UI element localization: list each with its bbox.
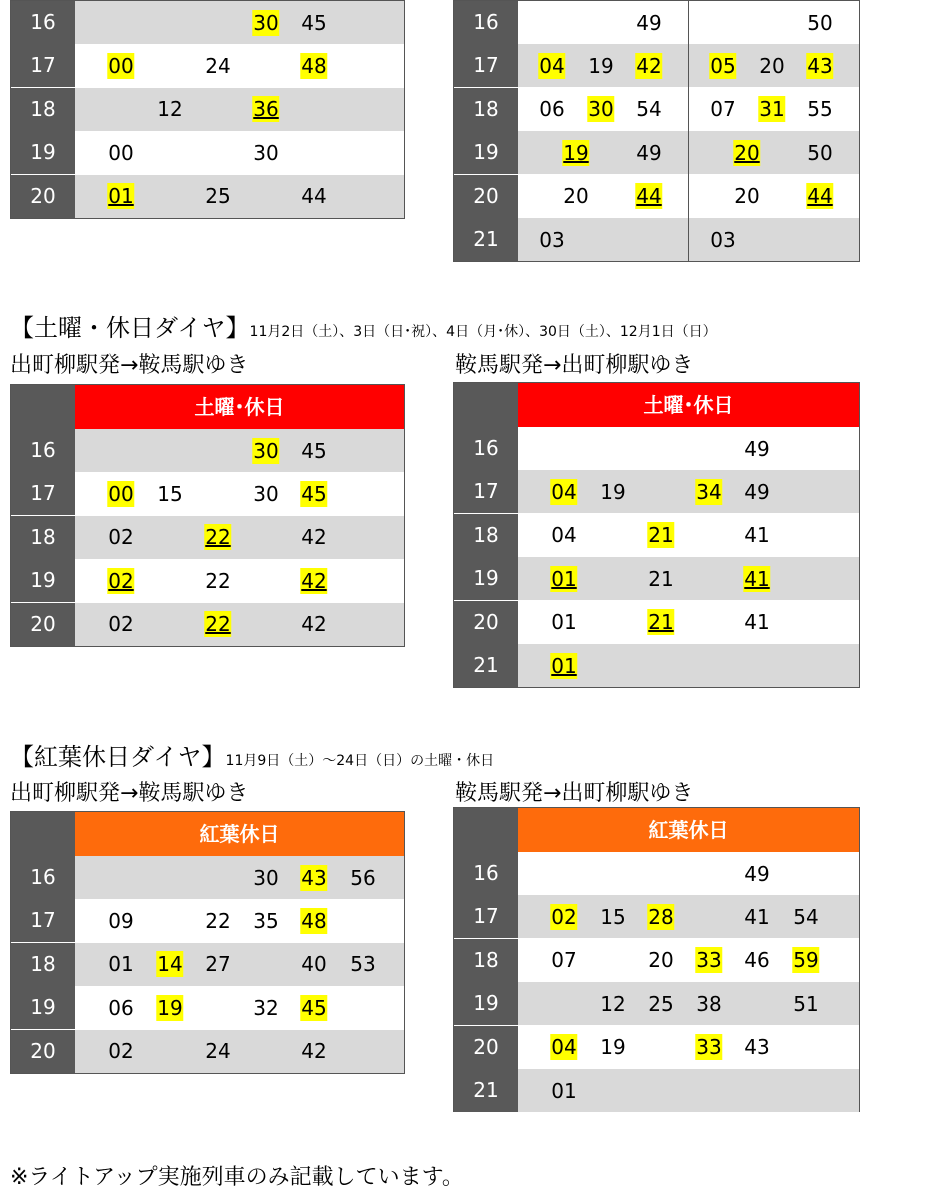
- minute-cells: [518, 644, 859, 687]
- hour-label: 18: [454, 88, 518, 131]
- minute-cells: [518, 852, 859, 895]
- table-row: [454, 218, 859, 261]
- autumn-dates: 11月9日（土）～24日（日）の土曜・休日: [225, 753, 495, 769]
- minute-value: 07: [551, 948, 577, 973]
- minute-value: 44: [301, 184, 327, 209]
- hour-label: 16: [11, 856, 75, 899]
- table-row: [454, 88, 859, 131]
- minute-cells: [518, 982, 859, 1025]
- minute-value: 01: [108, 184, 134, 209]
- hour-label: 20: [454, 175, 518, 218]
- minute-value: 42: [636, 53, 662, 78]
- minute-value: 21: [648, 610, 674, 635]
- hour-label: 19: [454, 557, 518, 600]
- minute-value: 20: [648, 948, 674, 973]
- table-row: [454, 644, 859, 687]
- hour-label: 17: [454, 470, 518, 513]
- hour-label: 17: [454, 895, 518, 938]
- minute-value: 01: [551, 653, 577, 678]
- table-row: [11, 559, 404, 602]
- hour-label: 18: [11, 516, 75, 559]
- hour-label: 20: [11, 603, 75, 646]
- minute-value: 01: [551, 1078, 577, 1103]
- minute-value: 49: [744, 436, 770, 461]
- autumn-left-subtitle: 出町柳駅発→鞍馬駅ゆき: [10, 781, 249, 806]
- weekday-table-left: [10, 0, 405, 219]
- minute-value: 04: [551, 1035, 577, 1060]
- minute-value: 30: [588, 97, 614, 122]
- minute-value: 05: [710, 53, 736, 78]
- hour-label: 16: [454, 1, 518, 44]
- minute-value: 22: [205, 908, 231, 933]
- table-row: [454, 1069, 859, 1112]
- table-header-label: 紅葉休日: [75, 812, 404, 856]
- minute-value: 01: [551, 566, 577, 591]
- table-row: [454, 601, 859, 644]
- minute-value: 19: [600, 1035, 626, 1060]
- minute-value: 21: [648, 566, 674, 591]
- autumn-section-title: 【紅葉休日ダイヤ】11月9日（土）～24日（日）の土曜・休日: [10, 743, 495, 771]
- minute-value: 02: [108, 1039, 134, 1064]
- subcolumn-a: [518, 88, 688, 131]
- minute-value: 30: [253, 10, 279, 35]
- minute-cells: [75, 175, 404, 218]
- minute-value: 04: [551, 523, 577, 548]
- table-row: [454, 557, 859, 600]
- minute-value: 06: [108, 995, 134, 1020]
- minute-value: 01: [551, 610, 577, 635]
- subcolumn-a: [518, 1, 688, 44]
- minute-value: 00: [108, 140, 134, 165]
- minute-value: 41: [744, 566, 770, 591]
- saturday-table-right: [453, 382, 860, 688]
- table-header-label: 土曜･休日: [518, 383, 859, 427]
- minute-value: 32: [253, 995, 279, 1020]
- minute-cells: [75, 603, 404, 646]
- minute-value: 02: [108, 568, 134, 593]
- hour-label: 16: [454, 852, 518, 895]
- minute-cells: [518, 557, 859, 600]
- minute-value: 09: [108, 908, 134, 933]
- table-row: [11, 175, 404, 218]
- hour-label: 16: [11, 429, 75, 472]
- autumn-table-left: [10, 811, 405, 1074]
- minute-value: 49: [744, 479, 770, 504]
- hour-label: 17: [11, 472, 75, 515]
- hour-label: 20: [11, 1030, 75, 1073]
- hour-label: 19: [11, 986, 75, 1029]
- minute-value: 30: [253, 481, 279, 506]
- subcolumn-b: [689, 175, 859, 218]
- minute-cells: [75, 856, 404, 899]
- minute-value: 42: [301, 568, 327, 593]
- hour-label: 21: [454, 644, 518, 687]
- minute-value: 48: [301, 908, 327, 933]
- header-corner: [454, 808, 518, 852]
- table-row: [454, 470, 859, 513]
- minute-value: 07: [710, 97, 736, 122]
- minute-cells: [518, 895, 859, 938]
- subcolumn-b: [689, 131, 859, 174]
- minute-value: 53: [350, 952, 376, 977]
- hour-label: 20: [11, 175, 75, 218]
- minute-value: 24: [205, 53, 231, 78]
- minute-cells: [518, 427, 859, 470]
- minute-value: 42: [301, 612, 327, 637]
- minute-value: 01: [108, 952, 134, 977]
- minute-cells: [518, 601, 859, 644]
- table-row: [11, 131, 404, 174]
- minute-value: 33: [696, 1035, 722, 1060]
- weekday-table-right: [453, 0, 860, 262]
- minute-value: 27: [205, 952, 231, 977]
- hour-label: 21: [454, 218, 518, 261]
- minute-cells: [75, 1030, 404, 1073]
- hour-label: 21: [454, 1069, 518, 1112]
- hour-label: 19: [11, 559, 75, 602]
- minute-value: 21: [648, 523, 674, 548]
- minute-value: 02: [108, 612, 134, 637]
- minute-cells: [518, 1069, 859, 1112]
- minute-value: 54: [793, 904, 819, 929]
- minute-value: 34: [696, 479, 722, 504]
- table-row: [11, 603, 404, 646]
- hour-label: 20: [454, 1026, 518, 1069]
- table-row: [454, 44, 859, 87]
- minute-value: 51: [793, 991, 819, 1016]
- autumn-table-right: [453, 807, 860, 1112]
- subcolumn-a: [518, 218, 688, 261]
- minute-value: 20: [563, 184, 589, 209]
- minute-value: 20: [759, 53, 785, 78]
- table-row: [11, 856, 404, 899]
- minute-value: 55: [807, 97, 833, 122]
- minute-value: 38: [696, 991, 722, 1016]
- minute-value: 42: [301, 1039, 327, 1064]
- minute-value: 04: [551, 479, 577, 504]
- table-row: [454, 514, 859, 557]
- minute-value: 48: [301, 53, 327, 78]
- minute-cells: [75, 559, 404, 602]
- subcolumn-b: [689, 88, 859, 131]
- hour-label: 17: [11, 44, 75, 87]
- minute-value: 02: [108, 525, 134, 550]
- minute-cells: [75, 899, 404, 942]
- hour-label: 16: [454, 427, 518, 470]
- minute-cells: [75, 429, 404, 472]
- minute-cells: [518, 514, 859, 557]
- table-header-label: 土曜･休日: [75, 385, 404, 429]
- hour-label: 18: [454, 514, 518, 557]
- minute-value: 49: [744, 861, 770, 886]
- minute-value: 06: [539, 97, 565, 122]
- minute-value: 15: [157, 481, 183, 506]
- minute-value: 50: [807, 10, 833, 35]
- minute-value: 25: [205, 184, 231, 209]
- subcolumn-a: [518, 131, 688, 174]
- subcolumn-b: [689, 1, 859, 44]
- minute-value: 43: [744, 1035, 770, 1060]
- minute-value: 41: [744, 523, 770, 548]
- minute-value: 03: [710, 227, 736, 252]
- minute-value: 00: [108, 53, 134, 78]
- minute-value: 44: [636, 184, 662, 209]
- saturday-table-left: [10, 384, 405, 647]
- table-header-label: 紅葉休日: [518, 808, 859, 852]
- table-row: [454, 131, 859, 174]
- minute-value: 35: [253, 908, 279, 933]
- minute-cells: [75, 88, 404, 131]
- header-corner: [11, 812, 75, 856]
- minute-cells: [75, 986, 404, 1029]
- table-row: [11, 88, 404, 131]
- table-row: [454, 1026, 859, 1069]
- table-row: [454, 427, 859, 470]
- minute-value: 30: [253, 865, 279, 890]
- table-row: [11, 1, 404, 44]
- minute-value: 36: [253, 97, 279, 122]
- minute-value: 19: [588, 53, 614, 78]
- column-divider: [688, 1, 689, 261]
- minute-value: 31: [759, 97, 785, 122]
- header-corner: [454, 383, 518, 427]
- minute-value: 42: [301, 525, 327, 550]
- minute-value: 45: [301, 438, 327, 463]
- saturday-left-subtitle: 出町柳駅発→鞍馬駅ゆき: [10, 353, 249, 378]
- hour-label: 17: [454, 44, 518, 87]
- minute-value: 14: [157, 952, 183, 977]
- hour-label: 17: [11, 899, 75, 942]
- minute-value: 40: [301, 952, 327, 977]
- minute-value: 43: [807, 53, 833, 78]
- table-row: [11, 516, 404, 559]
- minute-value: 03: [539, 227, 565, 252]
- table-row: [11, 943, 404, 986]
- table-row: [454, 939, 859, 982]
- hour-label: 18: [11, 88, 75, 131]
- minute-value: 04: [539, 53, 565, 78]
- minute-cells: [75, 472, 404, 515]
- hour-label: 19: [454, 982, 518, 1025]
- minute-value: 25: [648, 991, 674, 1016]
- minute-value: 15: [600, 904, 626, 929]
- hour-label: 18: [11, 943, 75, 986]
- minute-value: 24: [205, 1039, 231, 1064]
- table-row: [454, 982, 859, 1025]
- minute-value: 45: [301, 481, 327, 506]
- table-row: [11, 986, 404, 1029]
- minute-value: 49: [636, 140, 662, 165]
- minute-value: 44: [807, 184, 833, 209]
- autumn-right-subtitle: 鞍馬駅発→出町柳駅ゆき: [455, 781, 694, 806]
- saturday-right-subtitle: 鞍馬駅発→出町柳駅ゆき: [455, 353, 694, 378]
- minute-value: 43: [301, 865, 327, 890]
- minute-cells: [518, 939, 859, 982]
- table-row: [454, 175, 859, 218]
- minute-value: 12: [600, 991, 626, 1016]
- minute-value: 20: [734, 184, 760, 209]
- table-row: [11, 44, 404, 87]
- header-corner: [11, 385, 75, 429]
- minute-value: 22: [205, 568, 231, 593]
- minute-value: 50: [807, 140, 833, 165]
- table-row: [11, 899, 404, 942]
- minute-value: 59: [793, 948, 819, 973]
- minute-value: 41: [744, 904, 770, 929]
- table-row: [11, 429, 404, 472]
- subcolumn-b: [689, 218, 859, 261]
- minute-cells: [75, 516, 404, 559]
- subcolumn-a: [518, 44, 688, 87]
- minute-cells: [518, 470, 859, 513]
- minute-value: 19: [157, 995, 183, 1020]
- minute-value: 28: [648, 904, 674, 929]
- minute-value: 20: [734, 140, 760, 165]
- minute-value: 45: [301, 10, 327, 35]
- minute-value: 49: [636, 10, 662, 35]
- minute-value: 45: [301, 995, 327, 1020]
- minute-value: 56: [350, 865, 376, 890]
- minute-value: 19: [563, 140, 589, 165]
- minute-value: 00: [108, 481, 134, 506]
- hour-label: 16: [11, 1, 75, 44]
- minute-value: 30: [253, 438, 279, 463]
- minute-value: 41: [744, 610, 770, 635]
- table-row: [11, 472, 404, 515]
- minute-cells: [75, 44, 404, 87]
- minute-value: 33: [696, 948, 722, 973]
- saturday-section-title: 【土曜・休日ダイヤ】11月2日（土）、3日（日･祝）、4日（月･休）、30日（土）、12月1日（日）: [10, 314, 717, 342]
- subcolumn-b: [689, 44, 859, 87]
- minute-value: 22: [205, 525, 231, 550]
- minute-cells: [75, 131, 404, 174]
- table-row: [11, 1030, 404, 1073]
- minute-value: 12: [157, 97, 183, 122]
- minute-value: 30: [253, 140, 279, 165]
- minute-value: 02: [551, 904, 577, 929]
- hour-label: 20: [454, 601, 518, 644]
- hour-label: 19: [454, 131, 518, 174]
- hour-label: 19: [11, 131, 75, 174]
- hour-label: 18: [454, 939, 518, 982]
- subcolumn-a: [518, 175, 688, 218]
- minute-cells: [75, 1, 404, 44]
- table-row: [454, 895, 859, 938]
- minute-value: 46: [744, 948, 770, 973]
- table-row: [454, 852, 859, 895]
- table-row: [454, 1, 859, 44]
- footer-note: ※ライトアップ実施列車のみ記載しています。: [10, 1165, 464, 1190]
- minute-value: 54: [636, 97, 662, 122]
- minute-cells: [75, 943, 404, 986]
- saturday-dates: 11月2日（土）、3日（日･祝）、4日（月･休）、30日（土）、12月1日（日）: [249, 324, 717, 340]
- minute-value: 22: [205, 612, 231, 637]
- minute-value: 19: [600, 479, 626, 504]
- minute-cells: [518, 1026, 859, 1069]
